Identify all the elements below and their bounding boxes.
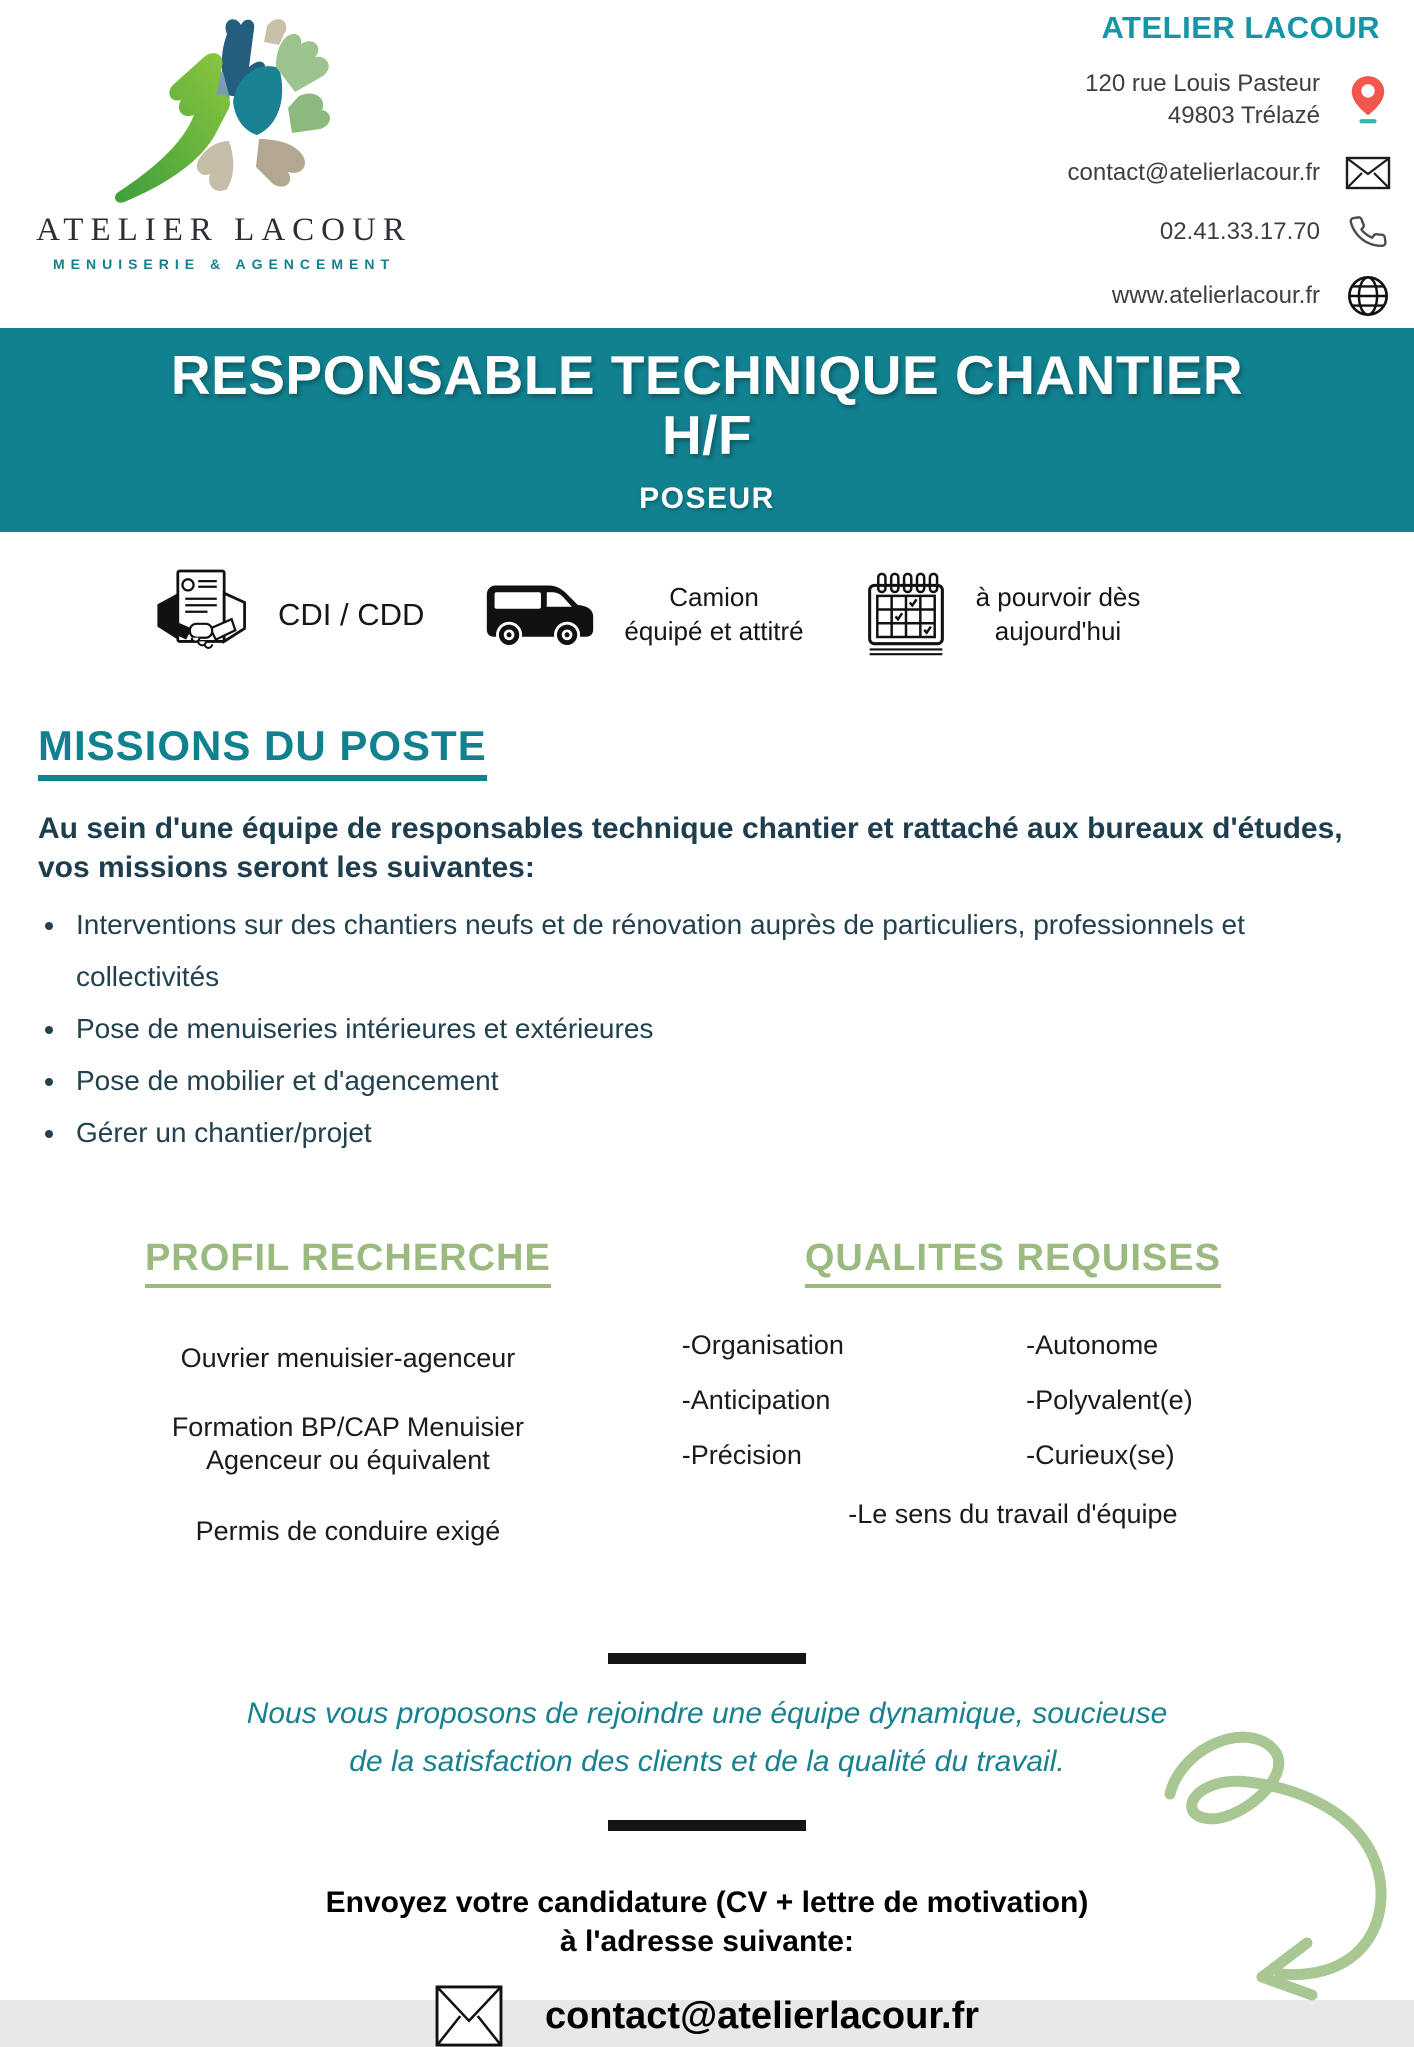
quality-item: -Organisation [681,1330,844,1361]
contract-handshake-icon [150,565,252,665]
mission-item: • Pose de mobilier et d'agencement [68,1055,1376,1107]
profile-item: Ouvrier menuisier-agenceur [180,1343,516,1374]
quality-item: -Anticipation [681,1385,831,1416]
contact-email-row [772,156,1392,190]
perks-row [150,548,1414,682]
profile-qualities-section [0,1237,1414,1557]
logo-wordmark: ATELIER LACOUR [36,212,412,248]
phone-icon [1344,213,1392,251]
job-title [171,345,1243,466]
divider-line [608,1820,806,1831]
company-logo [28,12,420,272]
divider-line [608,1653,806,1664]
job-title-line-2: H/F [661,404,753,466]
location-pin-icon [1344,73,1392,127]
envelope-icon [1344,156,1392,190]
perk-van [482,578,803,652]
contact-address-row [772,68,1392,133]
contact-phone-row [772,213,1392,251]
qualities-grid [654,1330,1372,1471]
contact-address [1085,68,1320,133]
perk-contract-label: CDI / CDD [278,596,425,632]
missions-intro: Au sein d'une équipe de responsables technique chantier et rattaché aux bureaux d'études, vos missions seront les suivantes: [38,812,1343,884]
contact-phone: 02.41.33.17.70 [1159,217,1320,245]
perk-contract [150,565,424,665]
oak-leaf-logo-icon [99,12,349,208]
profile-column [42,1237,654,1557]
company-name: ATELIER LACOUR [1101,10,1380,45]
mission-item: • Interventions sur des chantiers neufs et de rénovation auprès de particuliers, professionnels et collectivités [68,899,1376,1003]
missions-heading: MISSIONS DU POSTE [38,722,487,781]
qualities-column [654,1237,1372,1557]
contact-email[interactable]: contact@atelierlacour.fr [1067,158,1320,186]
profile-heading: PROFIL RECHERCHE [145,1237,551,1288]
calendar-checked-icon [862,568,950,662]
quality-item: -Polyvalent(e) [1026,1385,1193,1416]
curly-arrow-icon [1152,1698,1402,1998]
van-icon [482,578,598,652]
globe-icon [1344,274,1392,318]
job-subtitle: POSEUR [639,481,775,515]
qualities-heading: QUALITES REQUISES [805,1237,1221,1288]
contact-block [772,10,1392,341]
quality-item: -Le sens du travail d'équipe [848,1499,1178,1530]
pitch-text: Nous vous proposons de rejoindre une équipe dynamique, soucieuse de la satisfaction des clients et de la qualité du travail. [246,1697,1168,1779]
logo-tagline: MENUISERIE & AGENCEMENT [52,256,396,272]
contact-website[interactable]: www.atelierlacour.fr [1111,281,1320,309]
perk-availability-label: à pourvoir dès aujourd'hui [975,582,1141,646]
header [0,0,1414,328]
missions-section [0,682,1414,1159]
quality-item: -Précision [681,1440,802,1471]
title-banner [0,328,1414,532]
mission-item: • Pose de menuiseries intérieures et extérieures [68,1003,1376,1055]
perk-availability [862,568,1141,662]
quality-item: -Curieux(se) [1026,1440,1175,1471]
contact-website-row [772,274,1392,318]
address-line-2: 49803 Trélazé [1167,102,1320,130]
apply-instructions: Envoyez votre candidature (CV + lettre de motivation) à l'adresse suivante: [325,1886,1089,1959]
profile-item: Permis de conduire exigé [195,1516,501,1547]
quality-item: -Autonome [1026,1330,1159,1361]
job-title-line-1: RESPONSABLE TECHNIQUE CHANTIER [170,343,1244,406]
missions-list [38,899,1376,1159]
apply-email[interactable]: contact@atelierlacour.fr [544,1994,980,2037]
address-line-1: 120 rue Louis Pasteur [1085,70,1320,97]
profile-item: Formation BP/CAP Menuisier Agenceur ou équivalent [171,1412,524,1476]
envelope-icon [435,1985,503,2047]
perk-van-label: Camion équipé et attitré [624,582,804,646]
mission-item: • Gérer un chantier/projet [68,1107,1376,1159]
